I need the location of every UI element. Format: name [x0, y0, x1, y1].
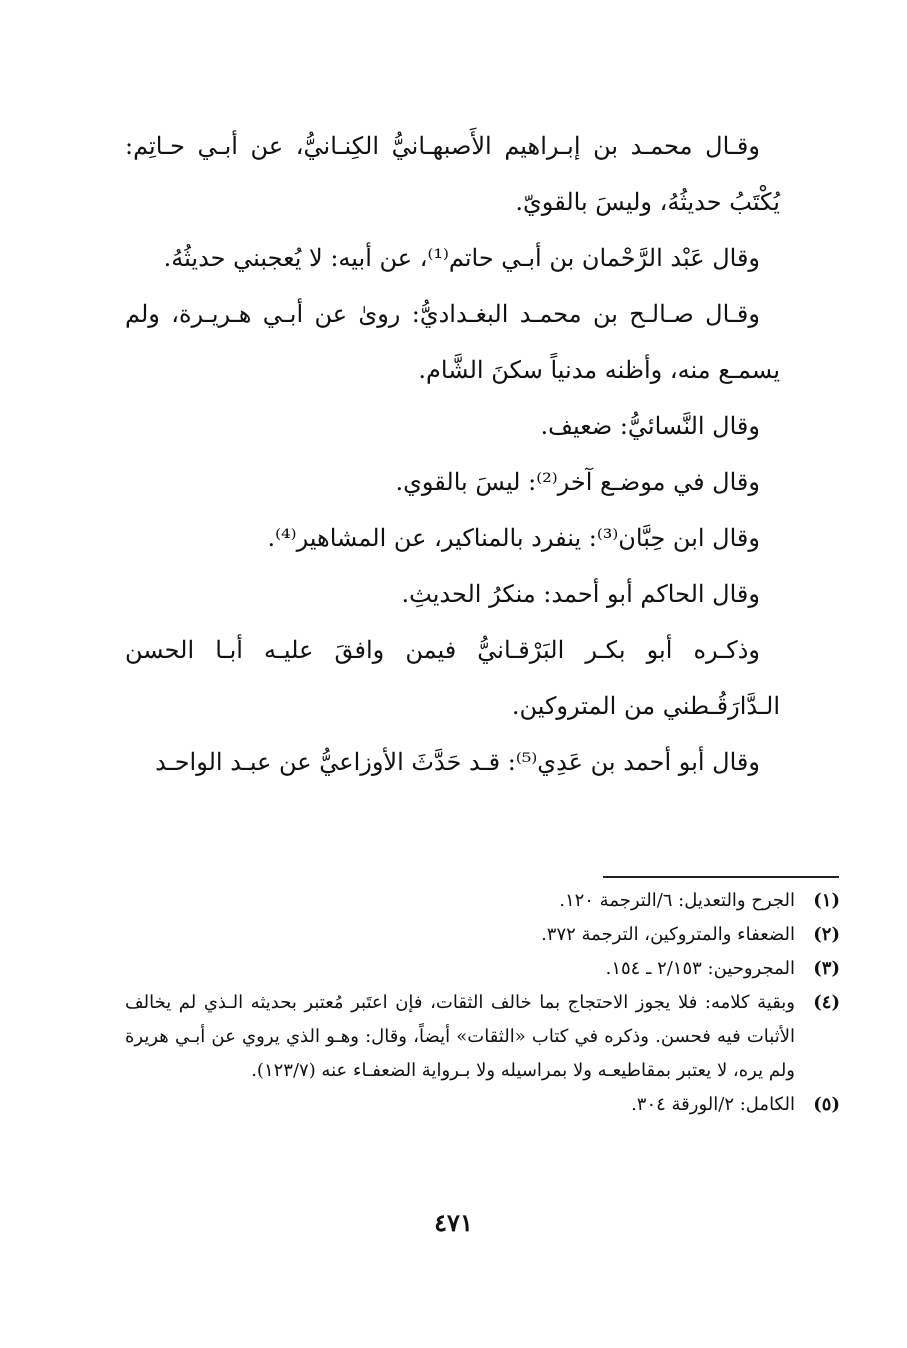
paragraph-4: وقال النَّسائيُّ: ضعيف. [540, 412, 760, 440]
footnote-number: (١) [813, 890, 840, 911]
footnote-text: وبقية كلامه: فلا يجوز الاحتجاج بما خالف الثقات، فإن اعتَبر مُعتبر بحديثه الـذي لم يخالف الأثبات فيه فحسن. وذكره في كتاب «الثقات» أيضاً، وقال: وهـو الذي يروي عن أبـي هريرة ولم يره، لا يعتبر بمقاطيعـه ولا بمراسيله ولا بـرواية الضعفـاء عنه (١٢٣/٧). [125, 992, 795, 1081]
paragraph-9: وقال أبو أحمد بن عَدِي⁽⁵⁾: قـد حَدَّثَ الأوزاعيُّ عن عبـد الواحـد [155, 748, 760, 776]
paragraph-5: وقال في موضـع آخر⁽²⁾: ليسَ بالقوي. [395, 468, 760, 496]
paragraph-1: وقـال محمـد بن إبـراهيم الأَصبهـانيُّ الكِنـانيُّ، عن أبـي حـاتِم: يُكْتَبُ حديثُهُ، وليسَ بالقويّ. [125, 132, 780, 216]
footnote-text: المجروحين: ٢/١٥٣ ـ ١٥٤. [605, 958, 795, 979]
footnote-number: (٥) [813, 1094, 840, 1115]
footnote-1 [125, 884, 840, 918]
paragraph-3: وقـال صـالـح بن محمـد البغـداديُّ: روىٰ عن أبـي هـريـرة، ولم يسمـع منه، وأظنه مدنياً سكنَ الشَّام. [125, 300, 780, 384]
paragraph-7: وقال الحاكم أبو أحمد: منكرُ الحديثِ. [401, 580, 760, 608]
footnote-number: (٣) [813, 958, 840, 979]
footnote-2 [125, 918, 840, 952]
paragraph-8: وذكـره أبو بكـر البَرْقـانيُّ فيمن وافقَ عليـه أبـا الحسن الـدَّارَقُـطني من المتروكين. [125, 636, 780, 720]
page-number: ٤٧١ [434, 1208, 473, 1237]
footnote-number: (٢) [813, 924, 840, 945]
footnotes [125, 884, 840, 1122]
footnote-text: الكامل: ٢/الورقة ٣٠٤. [631, 1094, 795, 1115]
paragraph-6: وقال ابن حِبَّان⁽³⁾: ينفرد بالمناكير، عن المشاهير⁽⁴⁾. [267, 524, 760, 552]
footnote-text: الجرح والتعديل: ٦/الترجمة ١٢٠. [559, 890, 795, 911]
main-text [125, 118, 780, 790]
paragraph-2: وقال عَبْد الرَّحْمان بن أبـي حاتم⁽¹⁾، عن أبيه: لا يُعجبني حديثُهُ. [163, 244, 760, 272]
footnote-text: الضعفاء والمتروكين، الترجمة ٣٧٢. [541, 924, 795, 945]
footnote-4 [125, 986, 840, 1088]
footnote-5 [125, 1088, 840, 1122]
footnote-3 [125, 952, 840, 986]
footnote-number: (٤) [813, 992, 840, 1013]
footnote-divider [603, 876, 839, 878]
